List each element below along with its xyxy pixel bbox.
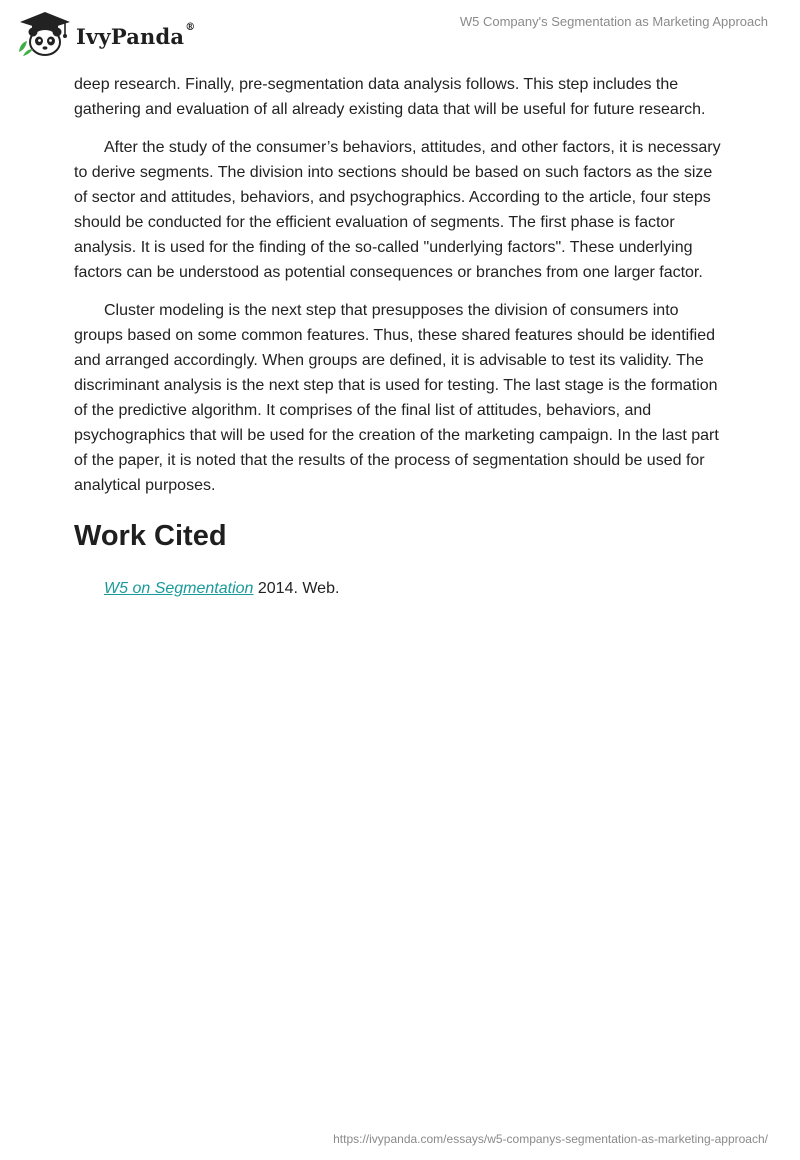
citation-details: 2014. Web. <box>253 580 340 597</box>
essay-body <box>74 72 726 601</box>
works-cited-heading: Work Cited <box>74 520 227 552</box>
panda-graduate-icon <box>14 8 72 60</box>
citation-entry <box>74 576 726 601</box>
paragraph: deep research. Finally, pre-segmentation data analysis follows. This step includes the gathering and evaluation of all already existing data that will be useful for future research. <box>74 76 706 118</box>
citation-link[interactable]: W5 on Segmentation <box>104 580 254 597</box>
source-url: https://ivypanda.com/essays/w5-companys-segmentation-as-marketing-approach/ <box>333 1132 768 1146</box>
paragraph: After the study of the consumer’s behaviors, attitudes, and other factors, it is necessary to derive segments. The division into sections should be based on such factors as the size of sector and attitudes, behaviors, and psychographics. According to the article, four steps should be conducted for the efficient evaluation of segments. The first phase is factor analysis. It is used for the finding of the so-called "underlying factors". These underlying factors can be understood as potential consequences or branches from one larger factor. <box>74 139 721 281</box>
paragraph: Cluster modeling is the next step that presupposes the division of consumers into groups based on some common features. Thus, these shared features should be identified and arranged accordingly. When groups are defined, it is advisable to test its validity. The discriminant analysis is the next step that is used for testing. The last stage is the formation of the predictive algorithm. It comprises of the final list of attitudes, behaviors, and psychographics that will be used for the creation of the marketing campaign. In the last part of the paper, it is noted that the results of the process of segmentation should be used for analytical purposes. <box>74 302 719 494</box>
brand-name: IvyPanda® <box>76 21 196 49</box>
document-title: W5 Company's Segmentation as Marketing Approach <box>459 14 768 29</box>
ivypanda-logo[interactable] <box>14 8 195 60</box>
registered-mark: ® <box>185 21 196 33</box>
page-header <box>0 0 800 70</box>
